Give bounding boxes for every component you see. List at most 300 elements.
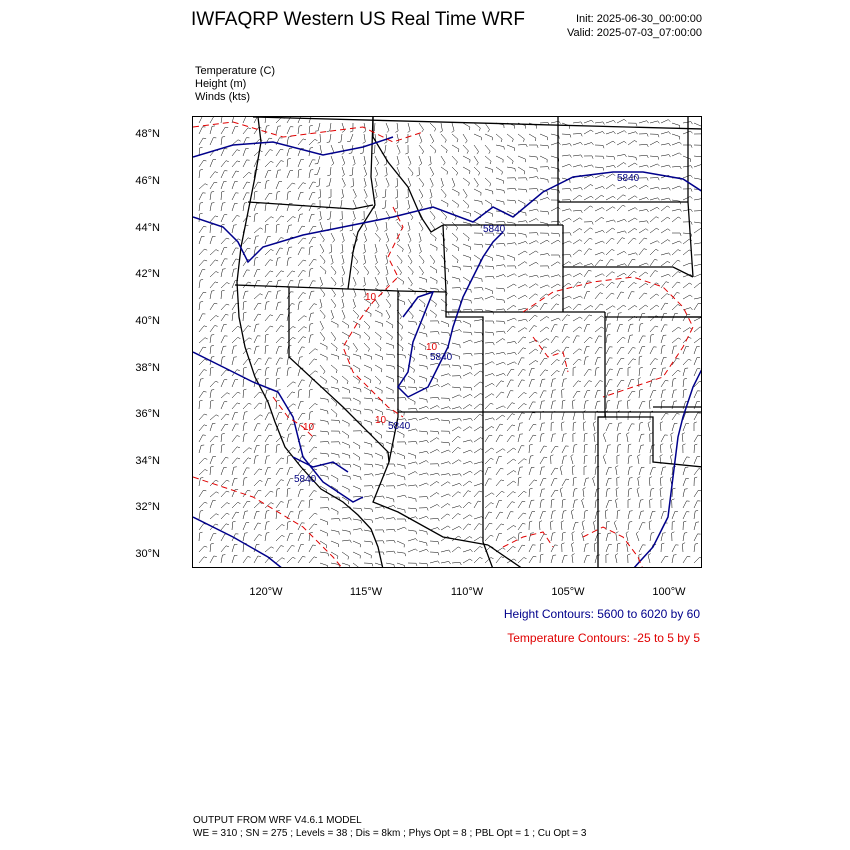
wind-barb bbox=[441, 277, 448, 284]
wind-barb bbox=[595, 327, 604, 332]
wind-barb bbox=[573, 327, 582, 332]
wind-barb bbox=[309, 204, 315, 211]
wind-barb bbox=[463, 515, 472, 519]
wind-barb bbox=[650, 187, 660, 189]
wind-barb bbox=[496, 309, 505, 312]
wind-barb bbox=[199, 532, 203, 541]
height-label-2: 5840 bbox=[483, 224, 506, 235]
wind-barb bbox=[562, 456, 567, 464]
wind-barb bbox=[441, 561, 451, 564]
wind-barb bbox=[518, 337, 526, 343]
border-texas-mexico bbox=[488, 545, 523, 568]
wind-barb bbox=[351, 178, 354, 187]
wind-barb bbox=[672, 166, 681, 169]
wind-barb bbox=[364, 442, 372, 447]
wind-barb bbox=[529, 368, 535, 376]
wind-barb bbox=[221, 370, 229, 376]
wind-barb bbox=[452, 277, 460, 282]
wind-barb bbox=[551, 479, 557, 486]
wind-barb bbox=[430, 332, 439, 335]
wind-barb bbox=[485, 418, 495, 420]
wind-barb bbox=[595, 208, 604, 212]
wind-barb bbox=[320, 277, 323, 287]
wind-barb bbox=[430, 145, 436, 153]
wind-barb bbox=[639, 347, 645, 354]
wind-barb bbox=[474, 298, 483, 301]
wind-barb bbox=[639, 412, 643, 420]
wind-barb bbox=[485, 362, 494, 365]
wind-barb bbox=[309, 458, 317, 464]
wind-barb bbox=[616, 532, 619, 541]
wind-barb bbox=[595, 122, 604, 125]
wind-barb bbox=[397, 431, 404, 438]
wind-barb bbox=[350, 222, 353, 231]
wind-barb bbox=[672, 413, 680, 420]
wind-barb bbox=[485, 535, 493, 541]
wind-barb bbox=[617, 238, 625, 244]
wind-barb bbox=[683, 424, 689, 432]
wind-barb bbox=[364, 453, 372, 458]
wind-barb bbox=[419, 406, 429, 409]
wind-barb bbox=[429, 156, 432, 165]
wind-barb bbox=[573, 273, 582, 277]
wind-barb bbox=[551, 294, 560, 299]
wind-barb bbox=[243, 326, 251, 332]
wind-barb bbox=[540, 145, 549, 149]
wind-barbs bbox=[199, 117, 702, 568]
wind-barb bbox=[661, 390, 666, 398]
wind-barb bbox=[573, 228, 582, 233]
wind-barb bbox=[540, 446, 547, 453]
wind-barb bbox=[298, 389, 302, 398]
wind-barb bbox=[571, 455, 573, 465]
wind-barb bbox=[650, 369, 656, 376]
wind-barb bbox=[243, 193, 249, 200]
border-nm-tx bbox=[598, 412, 605, 568]
wind-barb bbox=[265, 533, 269, 542]
wind-barb bbox=[595, 381, 603, 387]
wind-barb bbox=[243, 203, 247, 212]
wind-barb bbox=[573, 142, 583, 145]
wind-barb bbox=[287, 468, 293, 476]
wind-barb bbox=[331, 310, 334, 320]
wind-barb bbox=[518, 328, 527, 332]
wind-barb bbox=[408, 442, 417, 445]
wind-barb bbox=[572, 532, 575, 541]
wind-barb bbox=[408, 530, 417, 534]
wind-barb bbox=[232, 259, 239, 266]
wind-barb bbox=[254, 236, 259, 244]
wind-barb bbox=[672, 555, 677, 563]
wind-barb bbox=[463, 145, 468, 154]
wind-barb bbox=[408, 178, 411, 188]
wind-barb bbox=[583, 422, 586, 431]
wind-barb bbox=[199, 270, 205, 277]
wind-barb bbox=[639, 336, 646, 343]
wind-barb bbox=[386, 343, 394, 349]
wind-barb bbox=[452, 562, 461, 565]
wind-barb bbox=[639, 500, 643, 508]
wind-barb bbox=[441, 526, 450, 530]
wind-barb bbox=[672, 260, 680, 266]
wind-barb bbox=[672, 378, 676, 387]
wind-barb bbox=[342, 178, 345, 187]
wind-barb bbox=[683, 283, 692, 288]
wind-barb bbox=[694, 229, 702, 234]
wind-barb bbox=[540, 266, 549, 269]
wind-barb bbox=[318, 134, 321, 143]
wind-barb bbox=[407, 200, 410, 210]
wind-barb bbox=[452, 134, 458, 142]
wind-barb bbox=[595, 357, 601, 365]
wind-barb bbox=[210, 303, 217, 310]
wind-barb bbox=[485, 403, 493, 409]
wind-barb bbox=[606, 306, 615, 310]
wind-barb bbox=[298, 401, 304, 409]
wind-barb bbox=[364, 189, 367, 198]
wind-barb bbox=[298, 413, 305, 420]
wind-barb bbox=[408, 408, 417, 411]
wind-barb bbox=[276, 358, 283, 365]
wind-barb bbox=[496, 491, 504, 497]
field-winds-label: Winds (kts) bbox=[195, 91, 250, 103]
wind-barb bbox=[661, 282, 669, 288]
border-nv-ut bbox=[389, 291, 398, 462]
wind-barb bbox=[287, 382, 296, 387]
wind-barb bbox=[364, 409, 373, 413]
wind-barb bbox=[694, 297, 702, 300]
wind-barb bbox=[694, 534, 701, 541]
wind-barb bbox=[232, 181, 238, 189]
wind-barb bbox=[529, 275, 539, 278]
wind-barb bbox=[441, 420, 450, 424]
wind-barb bbox=[540, 467, 545, 475]
wind-barb bbox=[650, 121, 660, 124]
wind-barb bbox=[617, 477, 620, 486]
wind-barb bbox=[298, 556, 305, 563]
wind-barb bbox=[540, 434, 544, 443]
wind-barb bbox=[320, 233, 324, 242]
wind-barb bbox=[375, 178, 377, 188]
wind-barb bbox=[562, 315, 570, 321]
wind-barb bbox=[452, 395, 462, 398]
wind-barb bbox=[595, 336, 602, 343]
wind-barb bbox=[584, 120, 594, 123]
wind-barb bbox=[254, 303, 261, 310]
wind-barb bbox=[672, 153, 681, 156]
wind-barb bbox=[672, 358, 680, 365]
wind-barb bbox=[573, 400, 576, 409]
wind-barb bbox=[199, 359, 207, 365]
wind-barb bbox=[221, 238, 229, 244]
wind-barb bbox=[254, 469, 262, 475]
wind-barb bbox=[221, 513, 229, 519]
wind-barb bbox=[276, 480, 284, 486]
wind-barb bbox=[593, 422, 596, 432]
wind-barb bbox=[430, 266, 437, 273]
wind-barb bbox=[210, 326, 218, 333]
wind-barb bbox=[672, 521, 675, 530]
border-id-west bbox=[348, 117, 375, 289]
wind-barb bbox=[639, 229, 648, 233]
wind-barb bbox=[276, 216, 284, 222]
wind-barb bbox=[639, 263, 649, 266]
wind-barb bbox=[551, 411, 555, 420]
wind-barb bbox=[221, 534, 228, 541]
wind-barb bbox=[265, 315, 273, 321]
wind-barb bbox=[551, 262, 560, 266]
wind-barb bbox=[551, 446, 558, 453]
wind-barb bbox=[606, 501, 612, 509]
wind-barb bbox=[430, 189, 432, 199]
wind-barb bbox=[507, 145, 515, 151]
lon-label-110: 110°W bbox=[450, 586, 484, 598]
wind-barb bbox=[628, 348, 636, 355]
wind-barb bbox=[485, 123, 490, 132]
wind-barb bbox=[338, 200, 342, 209]
wind-barb bbox=[518, 251, 527, 255]
wind-barb bbox=[661, 132, 671, 134]
wind-barb bbox=[375, 321, 383, 327]
wind-barb bbox=[595, 293, 603, 299]
wind-barb bbox=[507, 525, 516, 530]
wind-barb bbox=[328, 189, 331, 198]
wind-barb bbox=[617, 231, 627, 233]
wind-barb bbox=[661, 165, 671, 168]
wind-barb bbox=[463, 550, 473, 553]
wind-barb bbox=[661, 198, 671, 201]
wind-barb bbox=[606, 478, 612, 486]
wind-barb bbox=[419, 233, 421, 243]
wind-barb bbox=[617, 119, 626, 123]
wind-barb bbox=[606, 165, 616, 168]
wind-barb bbox=[628, 208, 637, 211]
lat-label-46: 46°N bbox=[135, 175, 160, 187]
field-height-label: Height (m) bbox=[195, 78, 247, 90]
wind-barb bbox=[430, 518, 439, 521]
wind-barb bbox=[529, 134, 536, 141]
wind-barb bbox=[353, 354, 361, 359]
wind-barb bbox=[606, 335, 610, 344]
wind-barb bbox=[638, 455, 641, 464]
wind-barb bbox=[353, 475, 361, 480]
wind-barb bbox=[694, 178, 702, 182]
wind-barb bbox=[397, 519, 406, 522]
wind-barb bbox=[210, 182, 217, 189]
wind-barb bbox=[342, 464, 351, 467]
wind-barb bbox=[254, 294, 263, 299]
wind-barb bbox=[683, 467, 688, 475]
wind-barb bbox=[243, 448, 252, 453]
wind-barb bbox=[199, 414, 207, 420]
wind-barb bbox=[683, 512, 689, 519]
wind-barb bbox=[683, 501, 690, 508]
wind-barb bbox=[661, 155, 670, 158]
wind-barb bbox=[650, 294, 659, 299]
wind-barb bbox=[639, 283, 648, 288]
wind-barb bbox=[210, 457, 216, 465]
wind-barb bbox=[221, 259, 228, 266]
wind-barb bbox=[474, 524, 482, 530]
wind-barb bbox=[386, 563, 394, 567]
wind-barb bbox=[683, 533, 687, 542]
wind-barb bbox=[199, 117, 206, 123]
wind-barb bbox=[474, 134, 481, 140]
wind-barb bbox=[606, 156, 615, 160]
wind-barb bbox=[562, 400, 565, 409]
wind-barb bbox=[595, 195, 604, 200]
lat-label-32: 32°N bbox=[135, 501, 160, 513]
wind-barb bbox=[584, 206, 593, 211]
wind-barb bbox=[210, 117, 217, 123]
wind-barb bbox=[529, 145, 538, 148]
wind-barb bbox=[639, 238, 647, 244]
wind-barb bbox=[539, 521, 542, 530]
wind-barb bbox=[529, 379, 535, 387]
wind-barb bbox=[551, 336, 559, 343]
wind-barb bbox=[595, 304, 603, 310]
wind-barb bbox=[683, 359, 691, 365]
wind-barb bbox=[199, 226, 206, 233]
wind-barb bbox=[650, 511, 655, 519]
wind-barb bbox=[342, 486, 349, 492]
wind-barb bbox=[287, 225, 292, 233]
wind-barb bbox=[408, 167, 413, 176]
wind-barb bbox=[254, 117, 261, 123]
wind-barb bbox=[595, 489, 600, 497]
wind-barb bbox=[463, 559, 472, 563]
wind-barb bbox=[474, 320, 483, 323]
wind-barb bbox=[507, 255, 515, 261]
wind-barb bbox=[452, 343, 460, 348]
wind-barb bbox=[584, 466, 587, 475]
wind-barb bbox=[529, 326, 537, 332]
wind-barb bbox=[320, 497, 329, 501]
wind-barb bbox=[221, 314, 228, 321]
wind-barb bbox=[540, 370, 548, 376]
wind-barb bbox=[628, 400, 631, 409]
wind-barb bbox=[363, 134, 366, 143]
wind-barb bbox=[463, 321, 470, 327]
wind-barb bbox=[210, 556, 217, 563]
wind-barb bbox=[452, 474, 461, 477]
wind-barb bbox=[639, 249, 647, 255]
wind-barb bbox=[199, 326, 207, 332]
wind-barb bbox=[562, 144, 571, 147]
wind-barb bbox=[419, 417, 429, 420]
wind-barb bbox=[221, 336, 228, 343]
wind-barb bbox=[452, 156, 457, 165]
wind-barb bbox=[265, 424, 272, 431]
wind-barb bbox=[639, 209, 649, 212]
wind-barb bbox=[661, 188, 670, 191]
wind-barb bbox=[529, 233, 538, 236]
wind-barb bbox=[628, 283, 637, 289]
wind-barb bbox=[276, 224, 280, 233]
wind-barb bbox=[639, 511, 644, 519]
wind-barb bbox=[694, 164, 702, 167]
wind-barb bbox=[694, 522, 699, 530]
wind-barb bbox=[694, 422, 697, 431]
wind-barb bbox=[518, 545, 525, 552]
wind-barb bbox=[529, 392, 537, 398]
wind-barb bbox=[562, 555, 567, 563]
wind-barb bbox=[582, 499, 584, 509]
wind-barb bbox=[309, 281, 316, 288]
wind-barb bbox=[320, 288, 325, 297]
wind-barb bbox=[221, 324, 227, 332]
valid-time: Valid: 2025-07-03_07:00:00 bbox=[567, 27, 702, 39]
wind-barb bbox=[540, 134, 547, 140]
wind-barb bbox=[408, 222, 410, 232]
wind-barb bbox=[639, 422, 643, 431]
wind-barb bbox=[298, 226, 305, 233]
wind-barb bbox=[463, 450, 473, 453]
wind-barb bbox=[430, 528, 440, 531]
wind-barb bbox=[199, 379, 204, 387]
wind-barb bbox=[518, 446, 524, 453]
wind-barb bbox=[276, 546, 284, 552]
wind-barb bbox=[496, 275, 506, 278]
wind-barb bbox=[584, 433, 588, 442]
lat-label-36: 36°N bbox=[135, 408, 160, 420]
wind-barb bbox=[648, 554, 651, 564]
wind-barb bbox=[694, 346, 700, 354]
wind-barb bbox=[199, 169, 203, 178]
wind-barb bbox=[617, 131, 626, 134]
wind-barb bbox=[331, 255, 333, 265]
wind-barb bbox=[474, 449, 483, 453]
wind-barb bbox=[441, 482, 450, 486]
wind-barb bbox=[309, 170, 313, 179]
wind-barb bbox=[672, 401, 677, 409]
wind-barb bbox=[232, 436, 240, 442]
wind-barb bbox=[628, 424, 635, 431]
wind-barb bbox=[441, 178, 443, 188]
wind-barb bbox=[395, 123, 398, 132]
wind-barb bbox=[221, 248, 227, 255]
wind-barb bbox=[551, 511, 556, 519]
wind-barb bbox=[507, 243, 516, 246]
wind-barb bbox=[265, 368, 269, 377]
wind-barb bbox=[496, 381, 504, 387]
wind-barb bbox=[683, 389, 687, 398]
wind-barb bbox=[232, 346, 237, 354]
wind-barb bbox=[617, 337, 625, 343]
lat-label-44: 44°N bbox=[135, 222, 160, 234]
wind-barb bbox=[529, 512, 535, 519]
wind-barb bbox=[419, 473, 429, 475]
wind-barb bbox=[419, 497, 428, 500]
wind-barb bbox=[243, 557, 251, 564]
height-label-4: 5840 bbox=[388, 421, 411, 432]
wind-barb bbox=[386, 376, 393, 382]
wind-barb bbox=[595, 284, 604, 288]
wind-barb bbox=[419, 189, 423, 198]
temperature-contours-legend: Temperature Contours: -25 to 5 by 5 bbox=[507, 631, 700, 645]
wind-barb bbox=[617, 281, 624, 288]
wind-barb bbox=[320, 453, 329, 457]
wind-barb bbox=[672, 241, 682, 244]
wind-barb bbox=[210, 224, 214, 233]
wind-barb bbox=[507, 502, 515, 508]
wind-barb bbox=[386, 497, 394, 502]
wind-barb bbox=[353, 431, 362, 434]
wind-barb bbox=[342, 156, 345, 166]
wind-barb bbox=[474, 438, 483, 443]
wind-barb bbox=[210, 236, 216, 244]
wind-barb bbox=[540, 240, 549, 244]
